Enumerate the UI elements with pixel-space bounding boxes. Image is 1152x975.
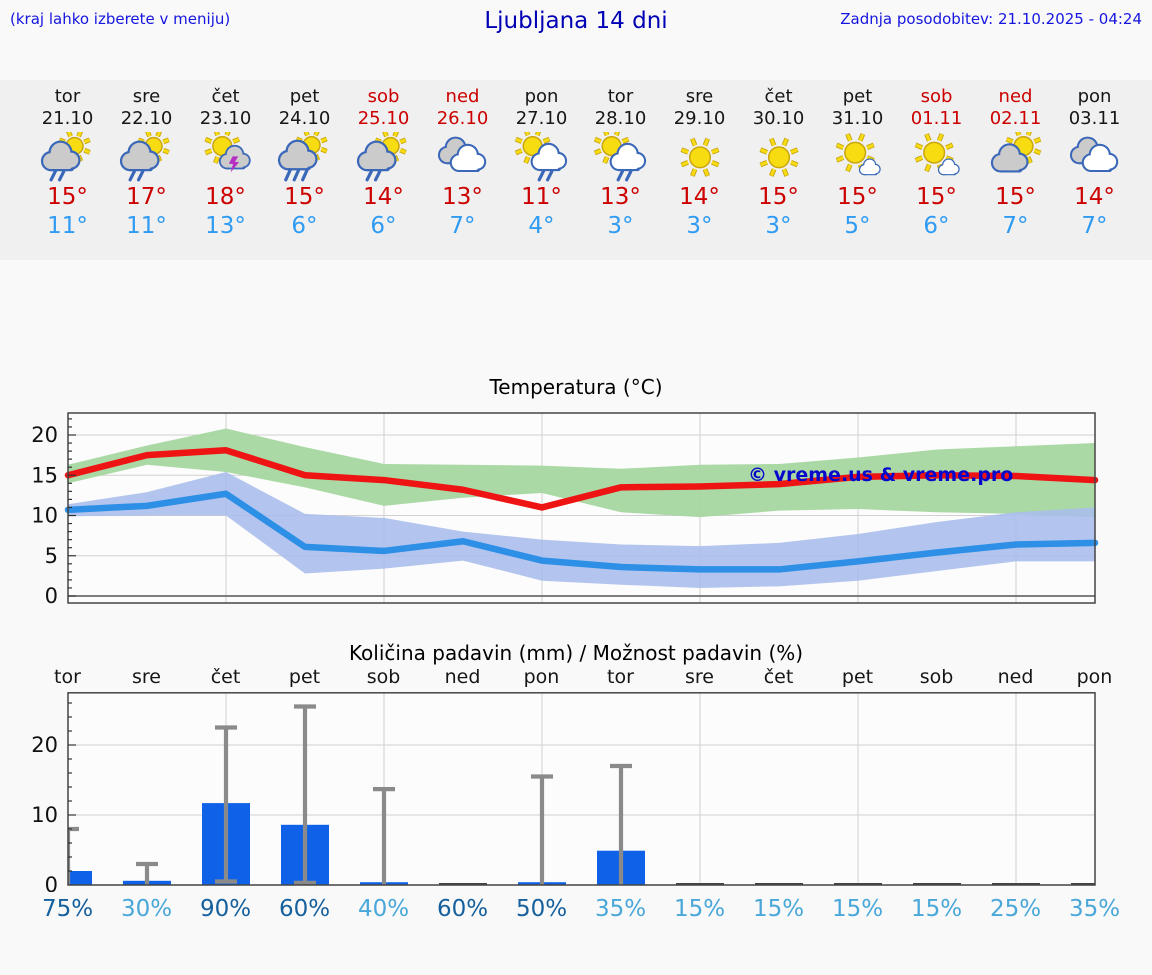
weather-icon-box <box>433 132 493 182</box>
day-name-label: čet <box>211 86 240 107</box>
day-name-label: ned <box>998 86 1033 107</box>
day-name-label: pon <box>1077 86 1112 107</box>
precip-chart-title: Količina padavin (mm) / Možnost padavin (%) <box>348 641 804 665</box>
sun-small-cloud-icon <box>828 132 888 183</box>
precip-day-label: čet <box>210 666 241 688</box>
day-date-label: 25.10 <box>357 108 410 129</box>
day-column <box>28 80 107 260</box>
low-temp: 3° <box>765 213 792 239</box>
precipitation-chart <box>0 692 1152 892</box>
precip-day-label: ned <box>444 666 481 688</box>
low-temp: 3° <box>607 213 634 239</box>
day-name-label: sre <box>685 86 714 107</box>
day-column <box>344 80 423 260</box>
day-column <box>107 80 186 260</box>
day-name-label: sob <box>920 86 953 107</box>
weather-icon-box <box>670 132 730 182</box>
sun-cloud-rain-icon <box>354 132 414 183</box>
day-date-label: 23.10 <box>199 108 252 129</box>
menu-hint: (kraj lahko izberete v meniju) <box>10 10 231 28</box>
sunny-icon <box>670 132 730 183</box>
precip-probability: 15% <box>673 896 726 922</box>
precip-y-tick: 10 <box>31 803 58 827</box>
precip-day-label: sre <box>132 666 161 688</box>
weather-icon-box <box>749 132 809 182</box>
precip-day-label: pon <box>1076 666 1113 688</box>
temperature-chart <box>0 400 1152 625</box>
sun2-cloud-rain-icon <box>591 132 651 183</box>
precip-day-label: sre <box>685 666 714 688</box>
precip-probability: 15% <box>831 896 884 922</box>
day-column <box>976 80 1055 260</box>
weather-icon-box <box>38 132 98 182</box>
day-name-label: pon <box>524 86 559 107</box>
sun-cloud-heavy-rain-icon <box>275 132 335 183</box>
precip-probability: 35% <box>1068 896 1121 922</box>
high-temp: 14° <box>363 184 404 210</box>
temp-y-tick: 10 <box>31 503 58 528</box>
temperature-section <box>0 374 1152 625</box>
day-date-label: 27.10 <box>515 108 568 129</box>
weather-icon-box <box>275 132 335 182</box>
day-date-label: 02.11 <box>989 108 1042 129</box>
high-temp: 15° <box>284 184 325 210</box>
high-temp: 14° <box>1074 184 1115 210</box>
weather-icon-box <box>907 132 967 182</box>
high-temp: 15° <box>47 184 88 210</box>
day-column <box>897 80 976 260</box>
day-date-label: 01.11 <box>910 108 963 129</box>
day-name-label: pet <box>289 86 320 107</box>
day-name-label: sob <box>367 86 400 107</box>
high-temp: 13° <box>442 184 483 210</box>
weather-icon-box <box>828 132 888 182</box>
precip-probability-row <box>0 896 1152 930</box>
day-date-label: 31.10 <box>831 108 884 129</box>
precip-y-tick: 20 <box>31 733 58 757</box>
day-column <box>265 80 344 260</box>
precip-probability: 25% <box>989 896 1042 922</box>
low-temp: 5° <box>844 213 871 239</box>
temp-y-tick: 5 <box>44 543 58 568</box>
high-temp: 18° <box>205 184 246 210</box>
low-temp: 4° <box>528 213 555 239</box>
precip-day-labels <box>0 666 1152 692</box>
sun-cloud-rain-icon <box>117 132 177 183</box>
low-temp: 3° <box>686 213 713 239</box>
precip-day-label: pet <box>841 666 874 688</box>
day-column <box>660 80 739 260</box>
day-name-label: pet <box>842 86 873 107</box>
forecast-strip <box>0 80 1152 260</box>
precip-day-label: ned <box>997 666 1034 688</box>
precip-probability: 40% <box>357 896 410 922</box>
temp-y-tick: 15 <box>31 463 58 488</box>
low-temp: 11° <box>47 213 88 239</box>
low-temp: 7° <box>449 213 476 239</box>
temp-y-tick: 20 <box>31 423 58 447</box>
day-column <box>502 80 581 260</box>
page-title: Ljubljana 14 dni <box>484 8 668 34</box>
last-update: Zadnja posodobitev: 21.10.2025 - 04:24 <box>840 10 1143 28</box>
high-temp: 17° <box>126 184 167 210</box>
temperature-chart-title: Temperatura (°C) <box>489 375 663 399</box>
low-temp: 11° <box>126 213 167 239</box>
low-temp: 6° <box>370 213 397 239</box>
day-date-label: 30.10 <box>752 108 805 129</box>
sun-cloud-storm-icon <box>196 132 256 183</box>
temp-y-tick: 0 <box>44 584 58 608</box>
precip-probability: 90% <box>199 896 252 922</box>
high-temp: 15° <box>995 184 1036 210</box>
low-temp: 13° <box>205 213 246 239</box>
day-column <box>818 80 897 260</box>
weather-icon-box <box>1065 132 1125 182</box>
precip-day-label: čet <box>763 666 794 688</box>
day-name-label: tor <box>54 86 81 107</box>
day-column <box>739 80 818 260</box>
precip-y-tick: 0 <box>44 873 58 892</box>
precip-day-label: tor <box>54 666 81 688</box>
weather-icon-box <box>591 132 651 182</box>
day-date-label: 28.10 <box>594 108 647 129</box>
low-temp: 6° <box>291 213 318 239</box>
low-temp: 7° <box>1002 213 1029 239</box>
sun-small-cloud-icon <box>907 132 967 183</box>
sun-behind-cloud-icon <box>986 132 1046 183</box>
high-temp: 11° <box>521 184 562 210</box>
precipitation-section <box>0 640 1152 930</box>
day-name-label: ned <box>445 86 480 107</box>
day-date-label: 03.11 <box>1068 108 1121 129</box>
low-temp: 6° <box>923 213 950 239</box>
precip-probability: 75% <box>41 896 94 922</box>
day-column <box>1055 80 1134 260</box>
watermark: © vreme.us & vreme.pro <box>748 464 1014 486</box>
day-name-label: sre <box>132 86 161 107</box>
precip-probability: 15% <box>752 896 805 922</box>
cloudy-icon <box>1065 132 1125 183</box>
cloudy-icon <box>433 132 493 183</box>
high-temp: 15° <box>916 184 957 210</box>
weather-icon-box <box>196 132 256 182</box>
day-date-label: 22.10 <box>120 108 173 129</box>
precip-probability: 60% <box>436 896 489 922</box>
day-name-label: čet <box>764 86 793 107</box>
high-temp: 13° <box>600 184 641 210</box>
precip-day-label: pon <box>523 666 560 688</box>
sunny-icon <box>749 132 809 183</box>
low-temp: 7° <box>1081 213 1108 239</box>
precip-day-label: sob <box>919 666 954 688</box>
precip-probability: 60% <box>278 896 331 922</box>
precip-probability: 30% <box>120 896 173 922</box>
sun-cloud-rain-icon <box>38 132 98 183</box>
day-date-label: 24.10 <box>278 108 331 129</box>
high-temp: 15° <box>837 184 878 210</box>
day-column <box>423 80 502 260</box>
precip-day-label: pet <box>288 666 321 688</box>
day-column <box>186 80 265 260</box>
precip-probability: 15% <box>910 896 963 922</box>
day-name-label: tor <box>607 86 634 107</box>
precip-day-label: tor <box>607 666 634 688</box>
high-temp: 14° <box>679 184 720 210</box>
day-date-label: 29.10 <box>673 108 726 129</box>
weather-icon-box <box>986 132 1046 182</box>
weather-icon-box <box>117 132 177 182</box>
day-column <box>581 80 660 260</box>
day-date-label: 26.10 <box>436 108 489 129</box>
precip-probability: 35% <box>594 896 647 922</box>
precip-probability: 50% <box>515 896 568 922</box>
sun2-cloud-rain-icon <box>512 132 572 183</box>
topbar <box>0 0 1152 34</box>
high-temp: 15° <box>758 184 799 210</box>
day-date-label: 21.10 <box>41 108 94 129</box>
weather-icon-box <box>354 132 414 182</box>
weather-icon-box <box>512 132 572 182</box>
precip-day-label: sob <box>366 666 401 688</box>
